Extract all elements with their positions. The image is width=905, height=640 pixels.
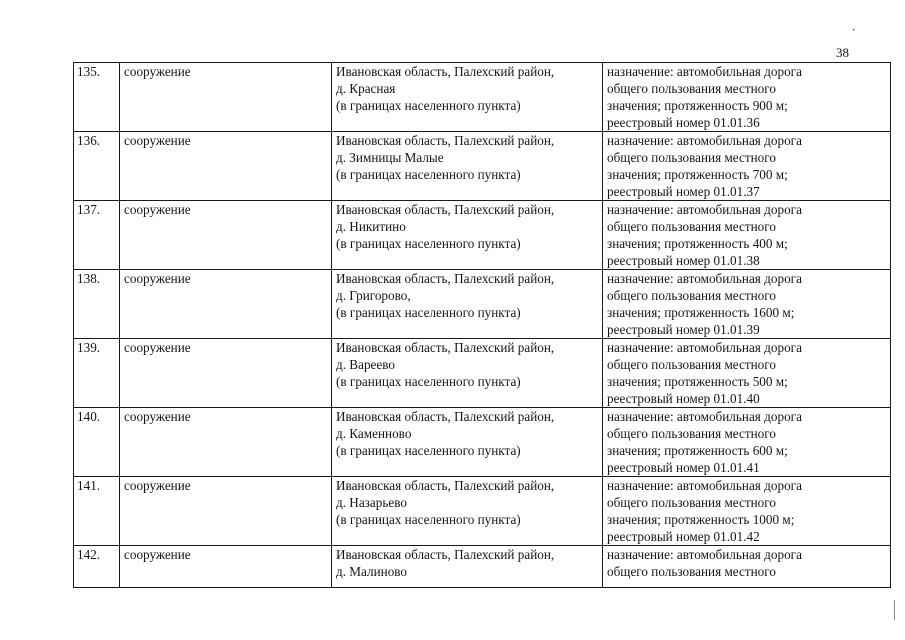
address-line: д. Зимницы Малые	[336, 150, 444, 165]
object-description	[603, 201, 891, 270]
description-line: значения; протяженность 500 м;	[607, 374, 788, 389]
description-line: общего пользования местного	[607, 150, 776, 165]
table-row	[74, 408, 891, 477]
address-line: Ивановская область, Палехский район,	[336, 547, 555, 562]
object-type: сооружение	[120, 546, 332, 588]
object-type: сооружение	[120, 270, 332, 339]
address-line: д. Никитино	[336, 219, 406, 234]
description-line: значения; протяженность 700 м;	[607, 167, 788, 182]
table-row	[74, 201, 891, 270]
table-row	[74, 339, 891, 408]
row-number: 139.	[74, 339, 120, 408]
description-line: реестровый номер 01.01.40	[607, 391, 760, 406]
description-line: назначение: автомобильная дорога	[607, 202, 802, 217]
address-line: д. Вареево	[336, 357, 395, 372]
address-line: Ивановская область, Палехский район,	[336, 409, 555, 424]
scan-edge-mark	[894, 600, 895, 620]
address-line: Ивановская область, Палехский район,	[336, 340, 555, 355]
description-line: общего пользования местного	[607, 357, 776, 372]
description-line: реестровый номер 01.01.41	[607, 460, 760, 475]
object-description	[603, 132, 891, 201]
row-number: 135.	[74, 63, 120, 132]
address-line: д. Малиново	[336, 564, 408, 579]
description-line: общего пользования местного	[607, 495, 776, 510]
description-line: назначение: автомобильная дорога	[607, 271, 802, 286]
row-number: 142.	[74, 546, 120, 588]
row-number: 140.	[74, 408, 120, 477]
description-line: общего пользования местного	[607, 564, 776, 579]
registry-body	[74, 63, 891, 588]
address-line: Ивановская область, Палехский район,	[336, 478, 555, 493]
description-line: назначение: автомобильная дорога	[607, 133, 802, 148]
address-line: Ивановская область, Палехский район,	[336, 133, 555, 148]
table-row	[74, 63, 891, 132]
description-line: назначение: автомобильная дорога	[607, 340, 802, 355]
row-number: 137.	[74, 201, 120, 270]
description-line: реестровый номер 01.01.42	[607, 529, 760, 544]
object-description	[603, 546, 891, 588]
object-type: сооружение	[120, 408, 332, 477]
table-row	[74, 132, 891, 201]
object-address	[332, 63, 603, 132]
description-line: реестровый номер 01.01.37	[607, 184, 760, 199]
object-type: сооружение	[120, 132, 332, 201]
page-number: 38	[836, 45, 849, 60]
object-description	[603, 63, 891, 132]
description-line: значения; протяженность 600 м;	[607, 443, 788, 458]
row-number: 136.	[74, 132, 120, 201]
description-line: назначение: автомобильная дорога	[607, 547, 802, 562]
description-line: значения; протяженность 900 м;	[607, 98, 788, 113]
description-line: значения; протяженность 400 м;	[607, 236, 788, 251]
row-number: 141.	[74, 477, 120, 546]
object-description	[603, 339, 891, 408]
description-line: реестровый номер 01.01.39	[607, 322, 760, 337]
table-row	[74, 477, 891, 546]
address-line: (в границах населенного пункта)	[336, 236, 521, 251]
address-line: д. Красная	[336, 81, 396, 96]
address-line: д. Каменново	[336, 426, 412, 441]
address-line: (в границах населенного пункта)	[336, 512, 521, 527]
property-registry-table	[73, 62, 891, 588]
table-row	[74, 546, 891, 588]
description-line: реестровый номер 01.01.38	[607, 253, 760, 268]
object-description	[603, 270, 891, 339]
object-address	[332, 201, 603, 270]
object-address	[332, 546, 603, 588]
object-description	[603, 477, 891, 546]
description-line: значения; протяженность 1000 м;	[607, 512, 795, 527]
address-line: д. Назарьево	[336, 495, 407, 510]
description-line: общего пользования местного	[607, 426, 776, 441]
address-line: (в границах населенного пункта)	[336, 374, 521, 389]
address-line: Ивановская область, Палехский район,	[336, 64, 555, 79]
object-address	[332, 477, 603, 546]
description-line: общего пользования местного	[607, 81, 776, 96]
object-type: сооружение	[120, 339, 332, 408]
object-description	[603, 408, 891, 477]
description-line: реестровый номер 01.01.36	[607, 115, 760, 130]
object-address	[332, 339, 603, 408]
object-type: сооружение	[120, 63, 332, 132]
address-line: (в границах населенного пункта)	[336, 98, 521, 113]
description-line: общего пользования местного	[607, 288, 776, 303]
row-number: 138.	[74, 270, 120, 339]
description-line: общего пользования местного	[607, 219, 776, 234]
description-line: значения; протяженность 1600 м;	[607, 305, 795, 320]
description-line: назначение: автомобильная дорога	[607, 478, 802, 493]
object-address	[332, 408, 603, 477]
scan-mark: ·	[851, 22, 856, 37]
object-address	[332, 270, 603, 339]
address-line: д. Григорово,	[336, 288, 411, 303]
table-row	[74, 270, 891, 339]
address-line: (в границах населенного пункта)	[336, 167, 521, 182]
address-line: (в границах населенного пункта)	[336, 305, 521, 320]
object-type: сооружение	[120, 201, 332, 270]
object-type: сооружение	[120, 477, 332, 546]
description-line: назначение: автомобильная дорога	[607, 64, 802, 79]
address-line: Ивановская область, Палехский район,	[336, 271, 555, 286]
address-line: (в границах населенного пункта)	[336, 443, 521, 458]
object-address	[332, 132, 603, 201]
description-line: назначение: автомобильная дорога	[607, 409, 802, 424]
address-line: Ивановская область, Палехский район,	[336, 202, 555, 217]
